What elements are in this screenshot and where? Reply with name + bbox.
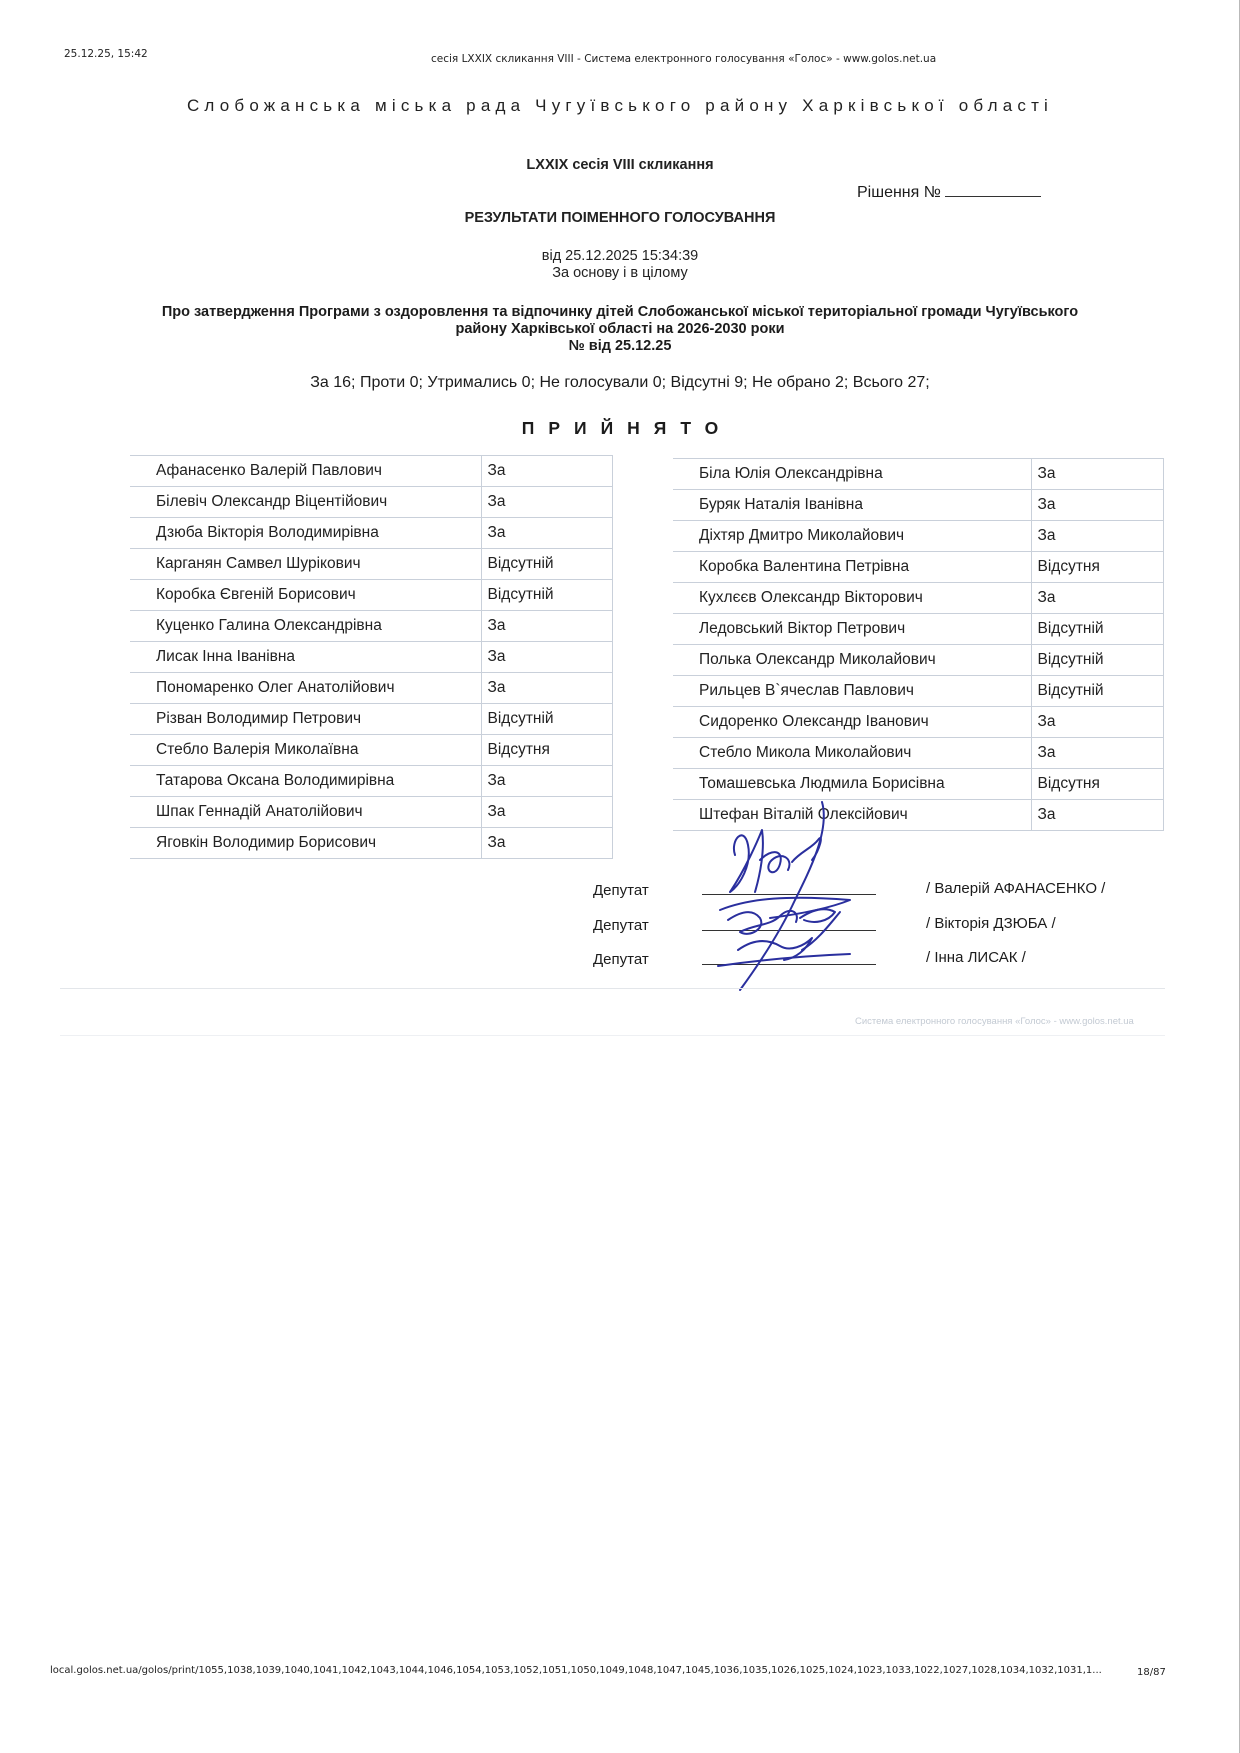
deputy-vote: За [1031, 521, 1163, 552]
deputy-vote: За [481, 611, 612, 642]
deputy-name: Шпак Геннадій Анатолійович [130, 797, 481, 828]
council-name: Слобожанська міська рада Чугуївського району Харківської області [186, 96, 1054, 115]
deputy-vote: Відсутній [481, 704, 612, 735]
deputy-vote: Відсутній [1031, 676, 1163, 707]
decision-number-blank [945, 182, 1041, 197]
deputy-vote: За [1031, 583, 1163, 614]
document-title: РЕЗУЛЬТАТИ ПОІМЕННОГО ГОЛОСУВАННЯ [464, 210, 776, 226]
topic-line-2: району Харківської області на 2026-2030 роки [455, 321, 785, 337]
deputy-vote: За [481, 487, 612, 518]
print-timestamp: 25.12.25, 15:42 [64, 48, 148, 60]
system-watermark: Система електронного голосування «Голос» - www.golos.net.ua [855, 1016, 1134, 1027]
deputy-name: Рильцев В`ячеслав Павлович [673, 676, 1031, 707]
vote-row [130, 642, 612, 673]
deputy-vote: За [481, 797, 612, 828]
signature-label-1: Депутат [593, 882, 649, 899]
deputy-name: Білевіч Олександр Віцентійович [130, 487, 481, 518]
vote-row [130, 518, 612, 549]
vote-row [130, 797, 612, 828]
vote-row [130, 580, 612, 611]
signature-name-3: / Інна ЛИСАК / [926, 949, 1026, 966]
signature-label-2: Депутат [593, 917, 649, 934]
deputy-vote: За [481, 766, 612, 797]
deputy-vote: За [1031, 459, 1163, 490]
vote-result: ПРИЙНЯТО [521, 418, 733, 438]
vote-row [673, 707, 1163, 738]
deputy-name: Пономаренко Олег Анатолійович [130, 673, 481, 704]
deputy-name: Дзюба Вікторія Володимирівна [130, 518, 481, 549]
deputy-vote: Відсутній [481, 580, 612, 611]
deputy-name: Ледовський Віктор Петрович [673, 614, 1031, 645]
deputy-name: Татарова Оксана Володимирівна [130, 766, 481, 797]
votes-table-right [673, 458, 1164, 831]
deputy-name: Біла Юлія Олександрівна [673, 459, 1031, 490]
topic-number: № від 25.12.25 [568, 338, 672, 354]
vote-row [673, 614, 1163, 645]
deputy-name: Афанасенко Валерій Павлович [130, 456, 481, 487]
footer-url: local.golos.net.ua/golos/print/1055,1038,1039,1040,1041,1042,1043,1044,1046,1054,1053,1052,1051,1050,1049,1048,1047,1045,1036,1035,1026,1025,1024,1023,1033,1022,1027,1028,1034,1032,1031,1... [50, 1665, 1102, 1676]
vote-date: від 25.12.2025 15:34:39 [541, 248, 699, 264]
deputy-name: Карганян Самвел Шурікович [130, 549, 481, 580]
separator-line [60, 988, 1165, 989]
vote-row [673, 676, 1163, 707]
deputy-name: Буряк Наталія Іванівна [673, 490, 1031, 521]
signature-label-3: Депутат [593, 951, 649, 968]
session-title: LXXIX сесія VIII скликання [526, 157, 714, 173]
deputy-name: Кухлєєв Олександр Вікторович [673, 583, 1031, 614]
vote-row [130, 704, 612, 735]
vote-summary: За 16; Проти 0; Утримались 0; Не голосували 0; Відсутні 9; Не обрано 2; Всього 27; [310, 374, 930, 391]
deputy-vote: За [1031, 707, 1163, 738]
deputy-name: Коробка Валентина Петрівна [673, 552, 1031, 583]
vote-row [130, 735, 612, 766]
vote-row [130, 766, 612, 797]
deputy-vote: За [481, 518, 612, 549]
deputy-vote: За [481, 642, 612, 673]
deputy-name: Куценко Галина Олександрівна [130, 611, 481, 642]
deputy-vote: За [1031, 738, 1163, 769]
vote-row [673, 645, 1163, 676]
vote-row [130, 456, 612, 487]
deputy-name: Стебло Микола Миколайович [673, 738, 1031, 769]
footer-page-number: 18/87 [1137, 1667, 1166, 1678]
print-page-title: сесія LXXIX скликання VIII - Система електронного голосування «Голос» - www.golos.net.ua [431, 53, 937, 65]
topic-line-1: Про затвердження Програми з оздоровлення та відпочинку дітей Слобожанської міської територіальної громади Чугуївського [161, 304, 1079, 320]
vote-row [130, 549, 612, 580]
deputy-vote: Відсутня [1031, 769, 1163, 800]
vote-row [673, 490, 1163, 521]
vote-row [673, 459, 1163, 490]
deputy-vote: За [481, 456, 612, 487]
vote-row [673, 521, 1163, 552]
decision-number [857, 182, 1041, 202]
deputy-vote: За [1031, 490, 1163, 521]
votes-table-left [130, 455, 613, 859]
vote-row [673, 738, 1163, 769]
vote-row [130, 673, 612, 704]
deputy-vote: Відсутній [481, 549, 612, 580]
vote-type: За основу і в цілому [552, 265, 688, 281]
deputy-vote: За [481, 828, 612, 859]
deputy-vote: Відсутній [1031, 645, 1163, 676]
deputy-vote: Відсутній [1031, 614, 1163, 645]
deputy-name: Штефан Віталій Олексійович [673, 800, 1031, 831]
vote-row [673, 769, 1163, 800]
vote-row [130, 487, 612, 518]
deputy-name: Різван Володимир Петрович [130, 704, 481, 735]
deputy-vote: Відсутня [1031, 552, 1163, 583]
topic-title [0, 304, 1240, 355]
deputy-vote: За [1031, 800, 1163, 831]
vote-row [673, 583, 1163, 614]
vote-row [673, 552, 1163, 583]
deputy-name: Коробка Євгеній Борисович [130, 580, 481, 611]
signature-name-1: / Валерій АФАНАСЕНКО / [926, 880, 1106, 897]
deputy-name: Діхтяр Дмитро Миколайович [673, 521, 1031, 552]
separator-line-faint [60, 1035, 1165, 1036]
deputy-name: Стебло Валерія Миколаївна [130, 735, 481, 766]
handwritten-signature [700, 800, 920, 1000]
deputy-name: Томашевська Людмила Борисівна [673, 769, 1031, 800]
deputy-vote: Відсутня [481, 735, 612, 766]
deputy-name: Сидоренко Олександр Іванович [673, 707, 1031, 738]
vote-row [130, 828, 612, 859]
signature-name-2: / Вікторія ДЗЮБА / [926, 915, 1056, 932]
deputy-vote: За [481, 673, 612, 704]
decision-label: Рішення № [857, 184, 941, 201]
deputy-name: Лисак Інна Іванівна [130, 642, 481, 673]
deputy-name: Полька Олександр Миколайович [673, 645, 1031, 676]
deputy-name: Яговкін Володимир Борисович [130, 828, 481, 859]
vote-row [130, 611, 612, 642]
